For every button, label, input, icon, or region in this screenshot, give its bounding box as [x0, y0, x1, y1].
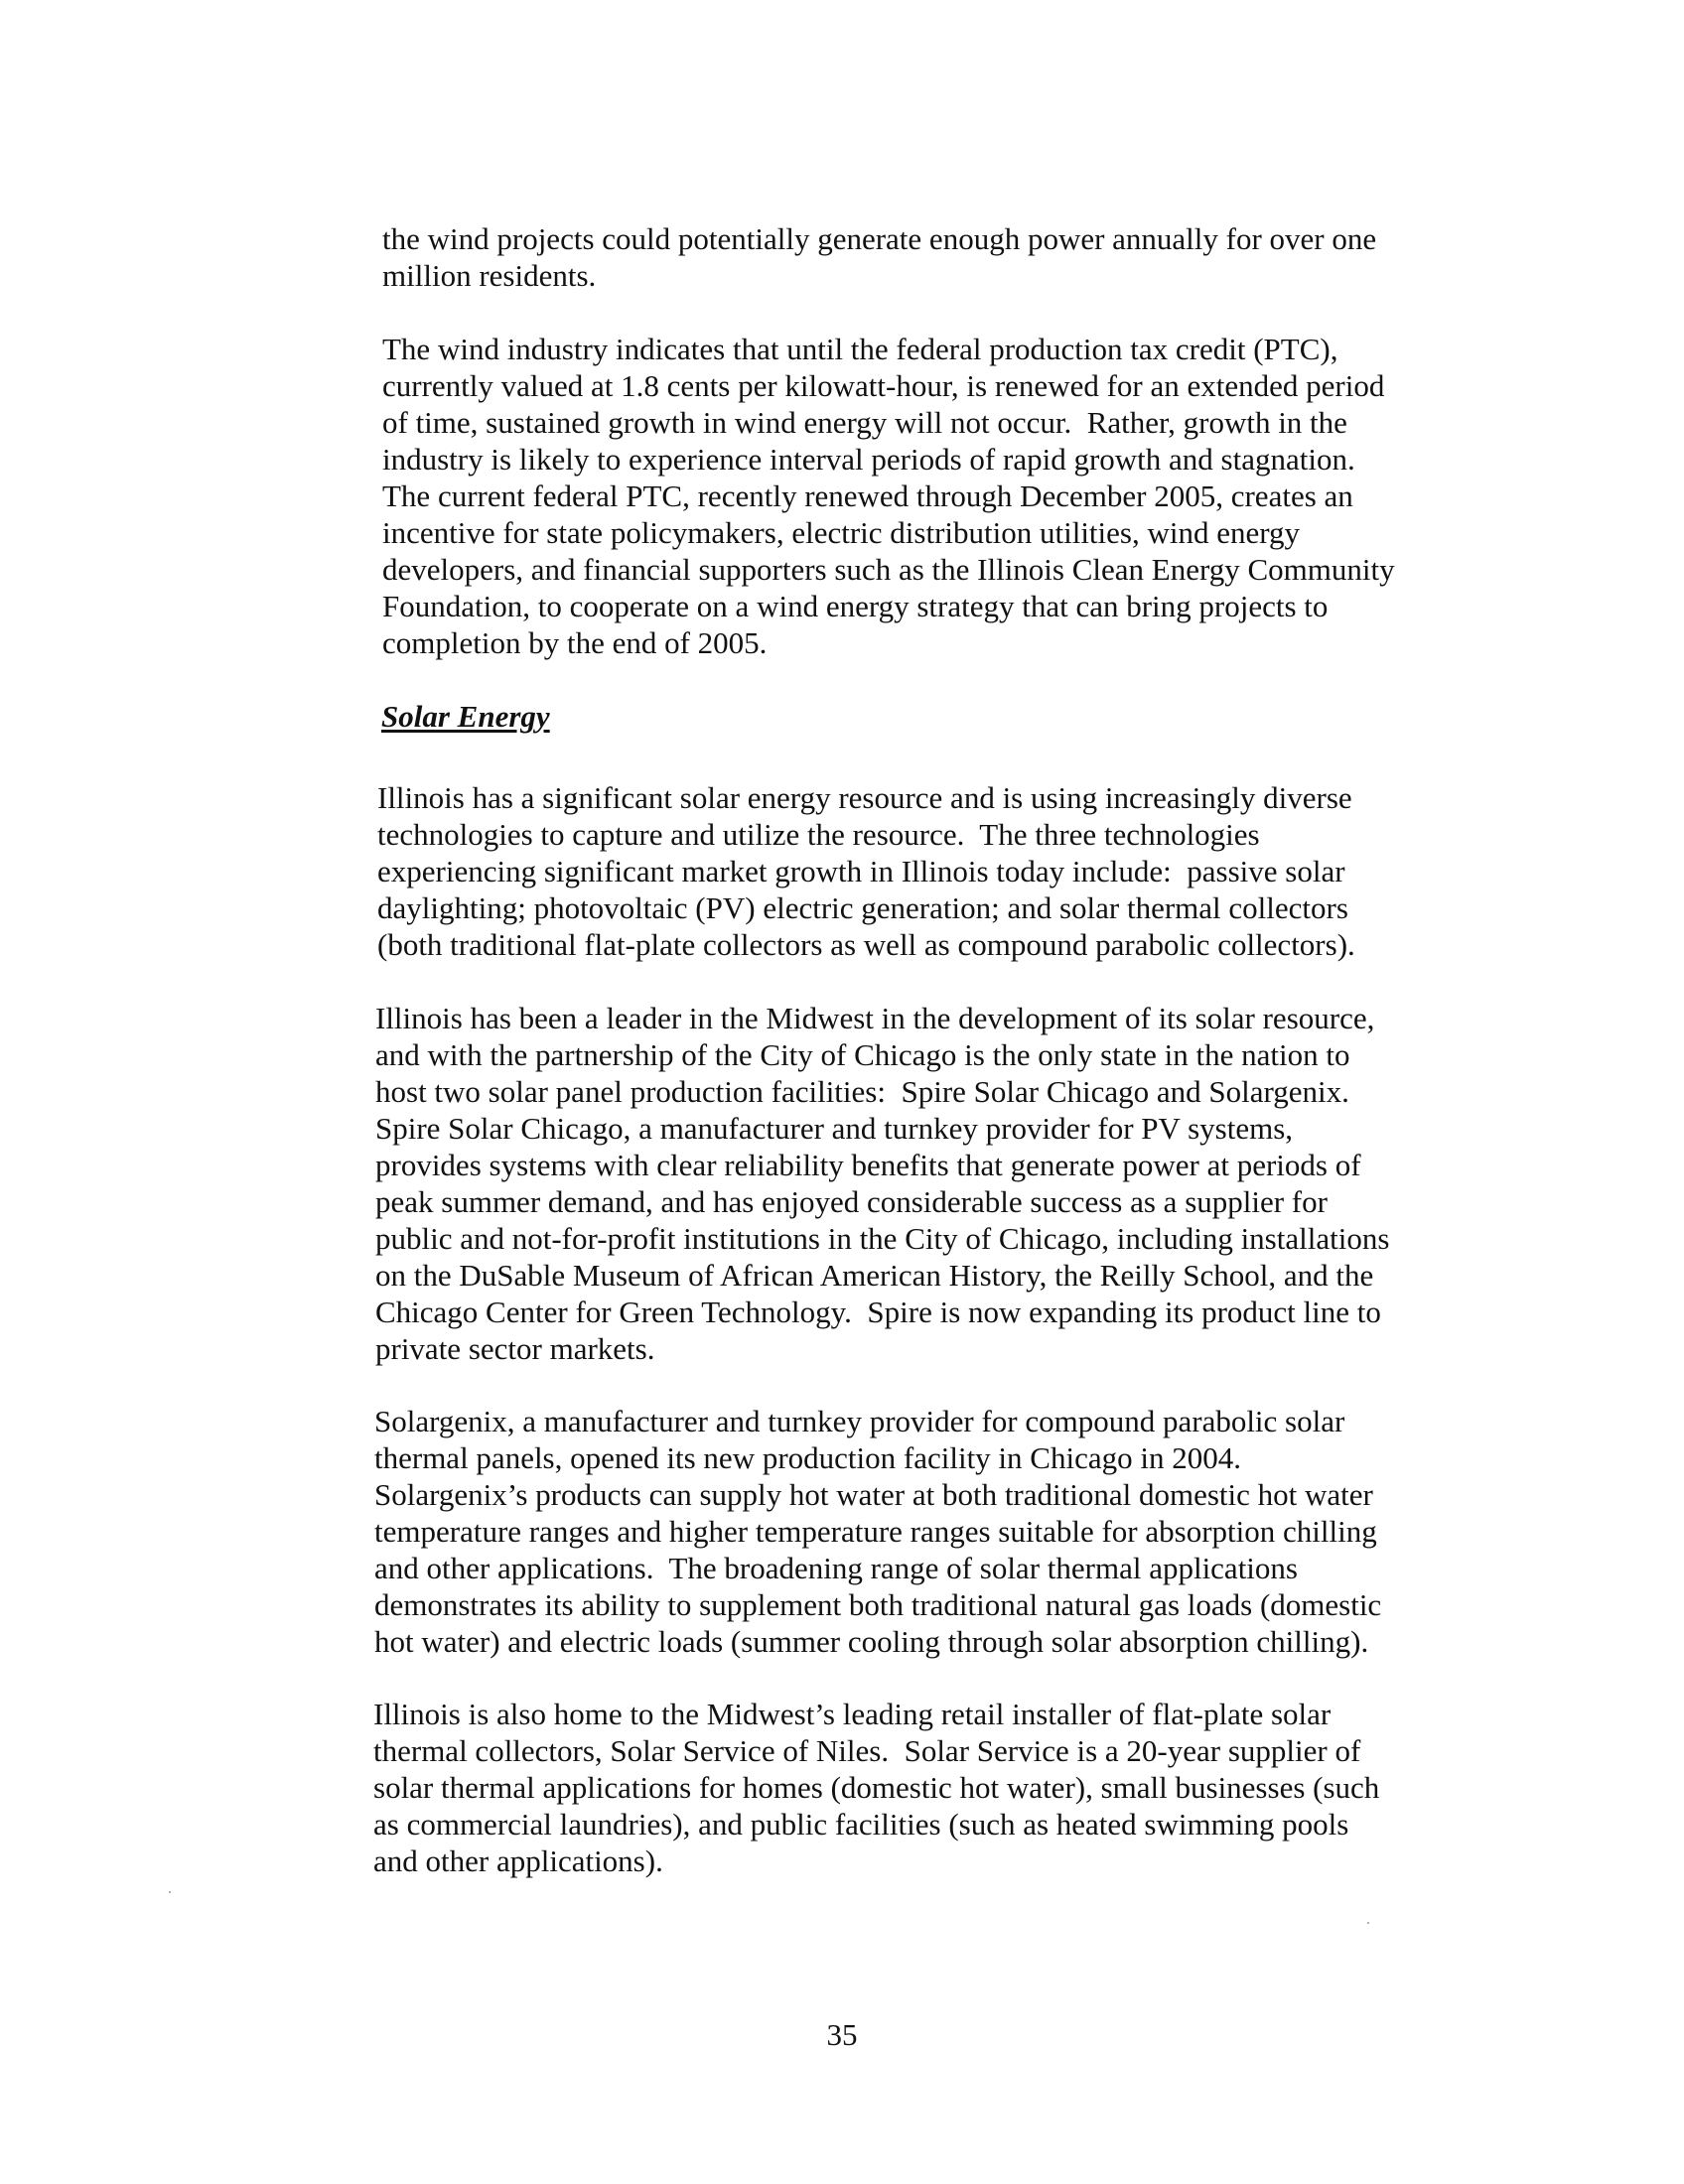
text-line: Spire Solar Chicago, a manufacturer and turnkey provider for PV systems, [375, 1111, 1294, 1146]
text-line: on the DuSable Museum of African American History, the Reilly School, and the [375, 1258, 1374, 1293]
text-line: thermal collectors, Solar Service of Niles. Solar Service is a 20-year supplier of [373, 1733, 1361, 1768]
text-line: Solargenix, a manufacturer and turnkey provider for compound parabolic solar [374, 1404, 1345, 1438]
text-line: currently valued at 1.8 cents per kilowatt-hour, is renewed for an extended period [382, 368, 1385, 403]
section-heading-solar-energy: Solar Energy [381, 699, 550, 734]
text-line: The wind industry indicates that until the federal production tax credit (PTC), [382, 332, 1338, 366]
text-line: demonstrates its ability to supplement both traditional natural gas loads (domestic [374, 1587, 1382, 1622]
text-line: provides systems with clear reliability benefits that generate power at periods of [375, 1148, 1361, 1182]
text-line: incentive for state policymakers, electric distribution utilities, wind energy [382, 515, 1301, 550]
text-line: peak summer demand, and has enjoyed considerable success as a supplier for [375, 1184, 1328, 1219]
text-line: Illinois has been a leader in the Midwest in the development of its solar resource, [375, 1001, 1375, 1035]
text-line: developers, and financial supporters such as the Illinois Clean Energy Community [382, 552, 1395, 587]
text-line: completion by the end of 2005. [382, 625, 768, 660]
text-line: private sector markets. [375, 1331, 655, 1366]
paragraph-wind-ptc [382, 331, 1395, 661]
text-line: daylighting; photovoltaic (PV) electric generation; and solar thermal collectors [377, 890, 1348, 925]
text-line: as commercial laundries), and public facilities (such as heated swimming pools [373, 1807, 1349, 1842]
text-line: solar thermal applications for homes (domestic hot water), small businesses (such [373, 1770, 1380, 1805]
paragraph-illinois-leader [375, 1000, 1389, 1367]
text-line: experiencing significant market growth in Illinois today include: passive solar [377, 854, 1345, 888]
text-line: thermal panels, opened its new production facility in Chicago in 2004. [374, 1440, 1241, 1475]
text-line: the wind projects could potentially generate enough power annually for over one [382, 221, 1377, 256]
text-line: industry is likely to experience interval periods of rapid growth and stagnation. [382, 442, 1355, 477]
text-line: and other applications). [373, 1843, 663, 1878]
text-line: technologies to capture and utilize the resource. The three technologies [377, 817, 1260, 852]
text-line: The current federal PTC, recently renewed through December 2005, creates an [382, 478, 1353, 513]
text-line: and other applications. The broadening range of solar thermal applications [374, 1551, 1298, 1585]
text-line: and with the partnership of the City of Chicago is the only state in the nation to [375, 1037, 1350, 1072]
text-line: Foundation, to cooperate on a wind energy strategy that can bring projects to [382, 589, 1329, 623]
text-line: public and not-for-profit institutions in the City of Chicago, including installations [375, 1221, 1390, 1256]
text-line: Chicago Center for Green Technology. Spire is now expanding its product line to [375, 1295, 1381, 1329]
text-line: hot water) and electric loads (summer cooling through solar absorption chilling). [374, 1624, 1369, 1659]
text-line: million residents. [382, 258, 597, 293]
scan-speck [1367, 1922, 1369, 1924]
text-line: Solargenix’s products can supply hot water at both traditional domestic hot water [374, 1477, 1373, 1512]
paragraph-wind-continuation [382, 220, 1376, 294]
text-line: of time, sustained growth in wind energy will not occur. Rather, growth in the [382, 405, 1347, 440]
paragraph-solar-service [373, 1696, 1379, 1879]
scan-speck [169, 1891, 171, 1893]
text-line: host two solar panel production facilities: Spire Solar Chicago and Solargenix. [375, 1074, 1349, 1109]
paragraph-solar-resource [377, 779, 1355, 963]
text-line: Illinois is also home to the Midwest’s leading retail installer of flat-plate solar [373, 1697, 1332, 1731]
text-line: Illinois has a significant solar energy resource and is using increasingly diverse [377, 780, 1352, 815]
text-line: (both traditional flat-plate collectors as well as compound parabolic collectors). [377, 927, 1355, 962]
text-line: temperature ranges and higher temperature ranges suitable for absorption chilling [374, 1514, 1377, 1549]
paragraph-solargenix [374, 1403, 1381, 1660]
page-number: 35 [826, 2017, 858, 2052]
